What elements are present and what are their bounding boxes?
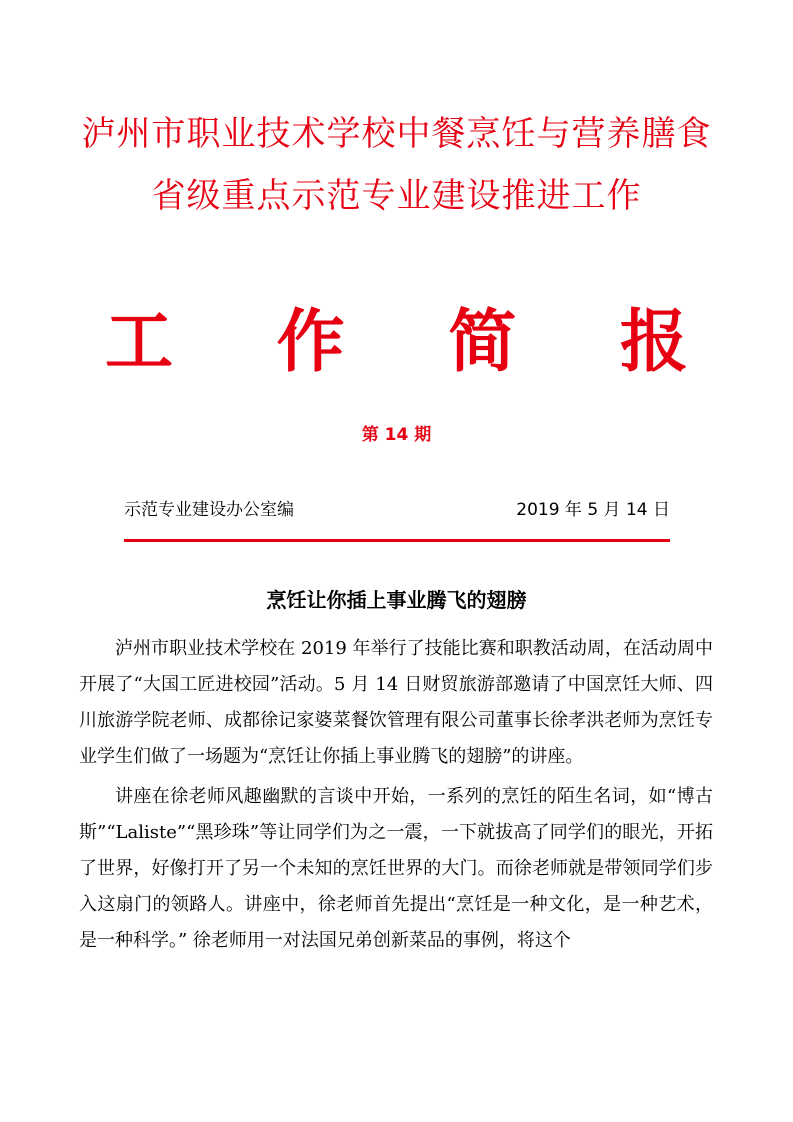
article-title: 烹饪让你插上事业腾飞的翅膀 bbox=[266, 588, 527, 612]
report-header-line-2: 省级重点示范专业建设推进工作 bbox=[151, 176, 642, 216]
red-divider bbox=[124, 539, 670, 542]
article-paragraph-2: 讲座在徐老师风趣幽默的言谈中开始，一系列的烹饪的陌生名词，如“博古斯”“Laliste”“黑珍珠”等让同学们为之一震，一下就拔高了同学们的眼光，开拓了世界，好像打开了另一个未知的烹饪世界的大门。而徐老师就是带领同学们步入这扇门的领路人。讲座中，徐老师首先提出“烹饪是一种文化，是一种艺术，是一种科学。” 徐老师用一对法国兄弟创新菜品的事例，将这个 bbox=[79, 786, 713, 951]
report-header-line-1: 泸州市职业技术学校中餐烹饪与营养膳食 bbox=[81, 114, 712, 154]
publish-date: 2019 年 5 月 14 日 bbox=[516, 500, 670, 520]
masthead-title: 工 作 简 报 bbox=[104, 303, 729, 382]
article-paragraph-1: 泸州市职业技术学校在 2019 年举行了技能比赛和职教活动周，在活动周中开展了“大国工匠进校园”活动。5 月 14 日财贸旅游部邀请了中国烹饪大师、四川旅游学院老师、成都徐记家婆菜餐饮管理有限公司董事长徐孝洪老师为烹饪专业学生们做了一场题为“烹饪让你插上事业腾飞的翅膀”的讲座。 bbox=[79, 638, 713, 767]
editor-credit: 示范专业建设办公室编 bbox=[124, 500, 294, 520]
article-body bbox=[79, 631, 713, 963]
issue-number: 第 14 期 bbox=[361, 425, 432, 445]
meta-row bbox=[124, 495, 670, 521]
